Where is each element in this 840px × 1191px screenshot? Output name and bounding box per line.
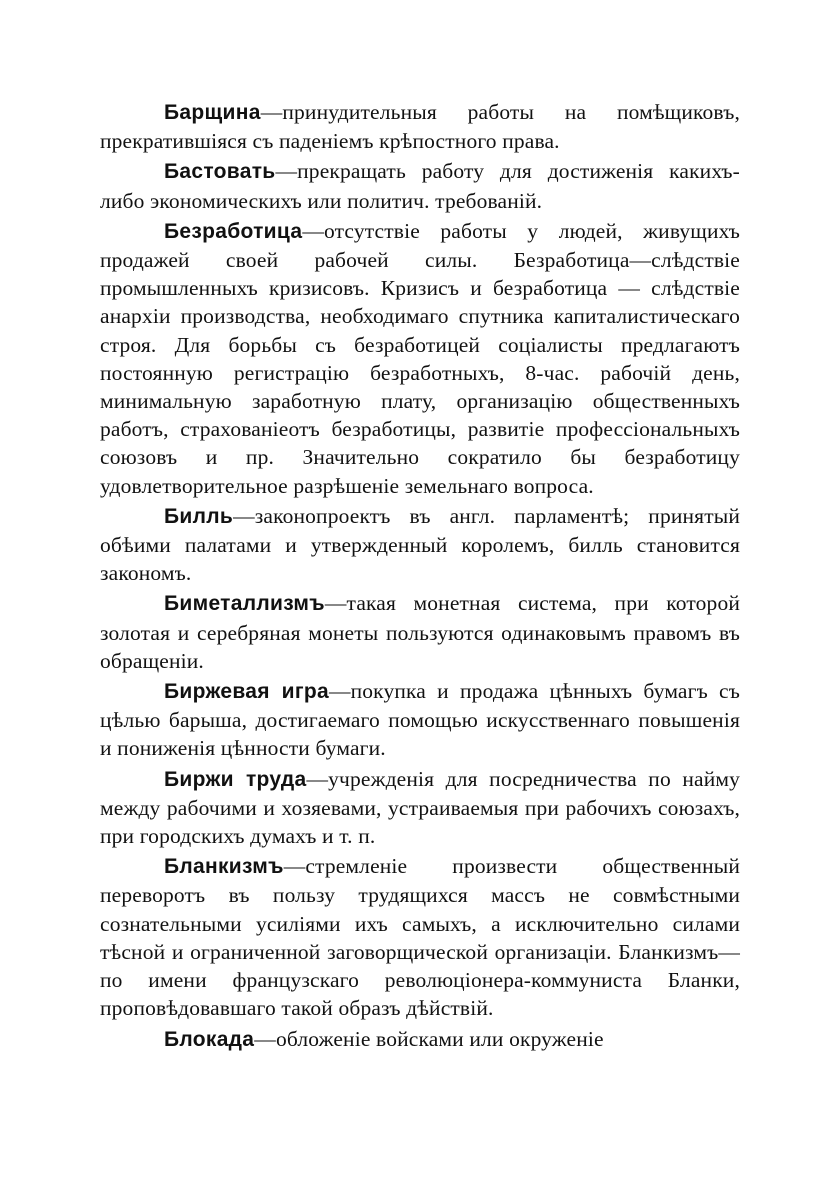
- entry-definition: —принудительныя работы на помѣщиковъ, прекратившiяся съ паденiемъ крѣпостного права.: [100, 100, 740, 154]
- entry-definition: —обложенiе войсками или окруженiе: [254, 1026, 604, 1051]
- dictionary-page: [100, 98, 740, 1056]
- entry-term: Биржевая игра: [164, 680, 329, 704]
- entry-definition: —покупка и продажа цѣнныхъ бумагъ съ цѣлью барыша, достигаемаго помощью искусственнаго повышенiя и пониженiя цѣнности бумаги.: [100, 679, 740, 761]
- entry-definition: —законопроектъ въ англ. парламентѣ; принятый обѣими палатами и утвержденный королемъ, билль становится закономъ.: [100, 503, 740, 586]
- entry-term: Билль: [164, 504, 234, 528]
- entry-definition: —учрежденiя для посредничества по найму между рабочими и хозяевами, устраиваемыя при рабочихъ союзахъ, при городскихъ думахъ и т. п.: [100, 766, 740, 849]
- entry-term: Биметаллизмъ: [164, 592, 325, 616]
- entry-bill: [100, 502, 740, 588]
- entry-term: Барщина: [164, 101, 261, 124]
- entry-birzhi-truda: [100, 765, 740, 851]
- entry-bastovat: [100, 157, 740, 214]
- entry-bezrabotitsa: [100, 217, 740, 500]
- entry-term: Безработица: [164, 219, 303, 243]
- entry-definition: —прекращать работу для достиженiя какихъ-либо экономическихъ или политич. требованiй.: [100, 159, 740, 213]
- entry-blankizm: [100, 852, 740, 1022]
- entry-term: Биржи труда: [164, 767, 307, 791]
- entry-bimetallizm: [100, 589, 740, 675]
- entry-term: Бланкизмъ: [164, 855, 284, 879]
- entry-definition: —стремленiе произвести общественный переворотъ въ пользу трудящихся массъ не совмѣстными сознательными усилiями ихъ самыхъ, а исключительно силами тѣсной и ограниченной заговорщической организацiи. Бланкизмъ—по имени французскаго революцiонера-коммуниста Бланки, проповѣдовавшаго такой образъ дѣйствiй.: [100, 854, 740, 1021]
- entry-birzhevaya-igra: [100, 677, 740, 763]
- entry-blokada: [100, 1025, 740, 1054]
- entry-definition: —такая монетная система, при которой золотая и серебряная монеты пользуются одинаковымъ правомъ въ обращенiи.: [100, 591, 740, 673]
- entry-term: Блокада: [164, 1027, 255, 1051]
- entry-definition: —отсутствiе работы у людей, живущихъ продажей своей рабочей силы. Безработица—слѣдствiе промышленныхъ кризисовъ. Кризисъ и безработица — слѣдствiе анархiи производства, необходимаго спутника капиталистическаго строя. Для борьбы съ безработицей соцiалисты предлагаютъ постоянную регистрацiю безработныхъ, 8-час. рабочiй день, минимальную заработную плату, организацiю общественныхъ работъ, страхованiеотъ безработицы, развитiе профессiональныхъ союзовъ и пр. Значительно сократило бы безработицу удовлетворительное разрѣшенiе земельнаго вопроса.: [100, 218, 740, 498]
- entry-term: Бастовать: [164, 160, 276, 184]
- entry-barshchina: [100, 98, 740, 155]
